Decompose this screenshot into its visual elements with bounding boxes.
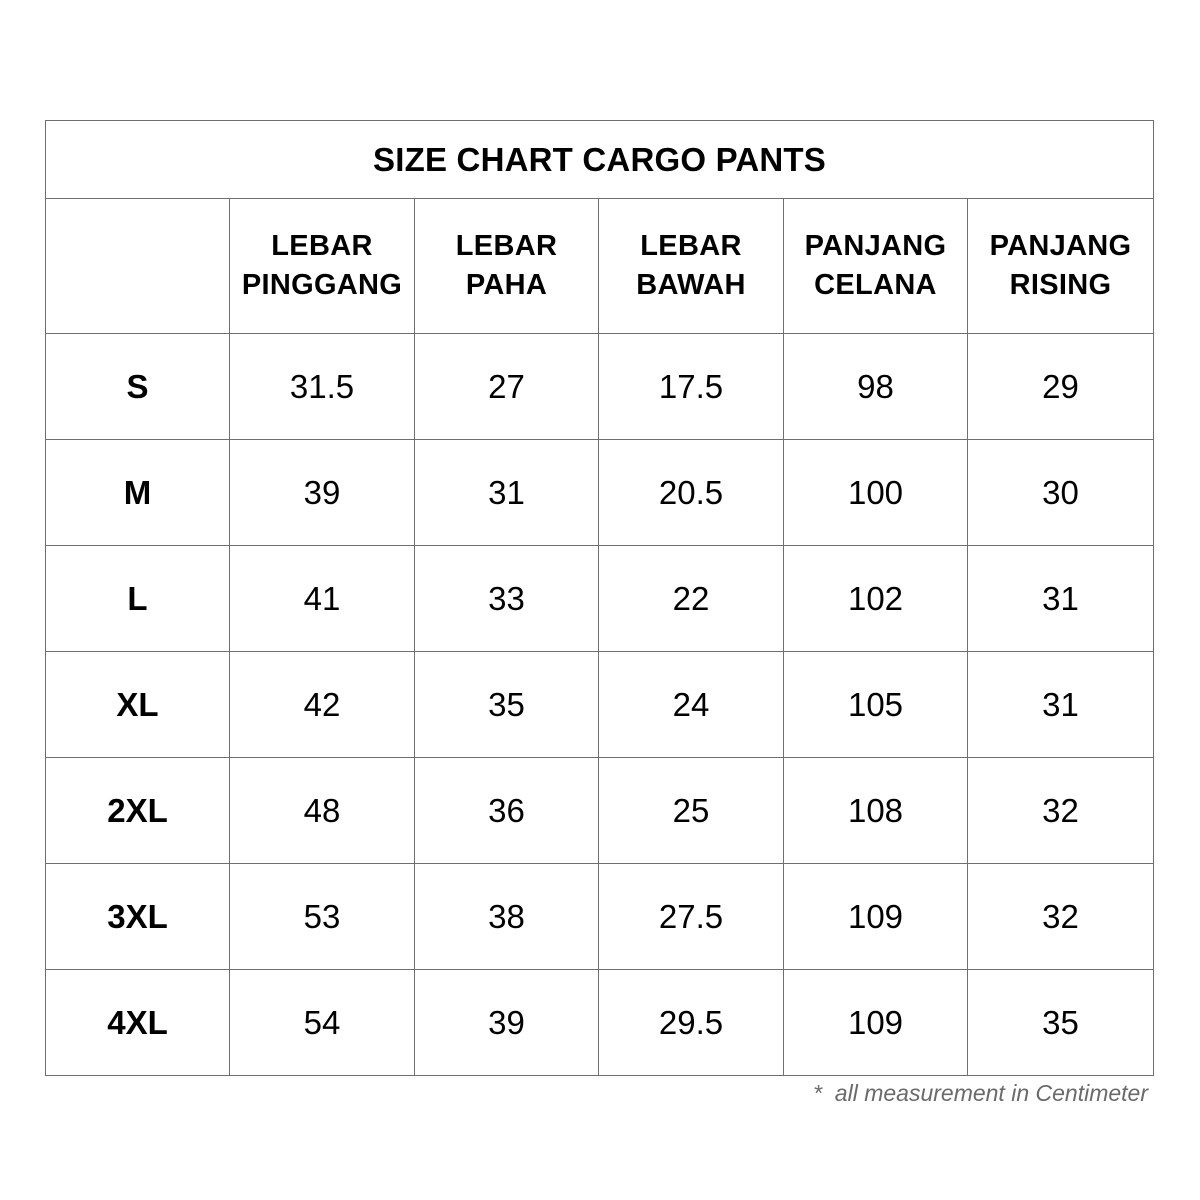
table-row [46,652,1154,758]
value-cell: 42 [230,652,415,758]
value-cell: 29 [968,334,1154,440]
value-cell: 36 [415,758,599,864]
value-cell: 20.5 [599,440,784,546]
size-cell: S [46,334,230,440]
header-line: RISING [1009,269,1112,301]
size-cell: 4XL [46,970,230,1076]
size-cell: XL [46,652,230,758]
table-row [46,970,1154,1076]
value-cell: 32 [968,864,1154,970]
chart-title: SIZE CHART CARGO PANTS [46,121,1154,199]
value-cell: 108 [784,758,968,864]
table-row [46,864,1154,970]
value-cell: 35 [415,652,599,758]
header-row [46,199,1154,334]
header-line: LEBAR [455,230,558,262]
value-cell: 33 [415,546,599,652]
value-cell: 100 [784,440,968,546]
table-row [46,334,1154,440]
header-line: LEBAR [640,230,742,262]
value-cell: 32 [968,758,1154,864]
size-cell: L [46,546,230,652]
header-panjang-celana [784,199,968,334]
value-cell: 27 [415,334,599,440]
header-lebar-bawah [599,199,784,334]
value-cell: 31 [968,652,1154,758]
value-cell: 31 [968,546,1154,652]
value-cell: 41 [230,546,415,652]
header-line: PAHA [465,269,548,301]
size-chart-table [45,120,1154,1076]
value-cell: 109 [784,970,968,1076]
value-cell: 102 [784,546,968,652]
value-cell: 54 [230,970,415,1076]
value-cell: 29.5 [599,970,784,1076]
value-cell: 98 [784,334,968,440]
value-cell: 39 [415,970,599,1076]
value-cell: 24 [599,652,784,758]
title-row [46,121,1154,199]
header-panjang-rising [968,199,1154,334]
value-cell: 31 [415,440,599,546]
measurement-note: * all measurement in Centimeter [813,1080,1148,1106]
header-lebar-paha [415,199,599,334]
value-cell: 31.5 [230,334,415,440]
header-line: LEBAR [271,230,373,262]
value-cell: 53 [230,864,415,970]
value-cell: 17.5 [599,334,784,440]
value-cell: 27.5 [599,864,784,970]
value-cell: 25 [599,758,784,864]
table-row [46,758,1154,864]
value-cell: 109 [784,864,968,970]
value-cell: 38 [415,864,599,970]
size-cell: M [46,440,230,546]
size-cell: 2XL [46,758,230,864]
header-line: CELANA [814,269,937,301]
header-corner-cell [46,199,230,334]
header-line: BAWAH [636,269,746,301]
value-cell: 48 [230,758,415,864]
value-cell: 105 [784,652,968,758]
header-line: PANJANG [804,230,947,262]
header-line: PINGGANG [241,269,403,301]
size-cell: 3XL [46,864,230,970]
header-line: PANJANG [989,230,1132,262]
header-lebar-pinggang [230,199,415,334]
table-row [46,546,1154,652]
table-row [46,440,1154,546]
value-cell: 35 [968,970,1154,1076]
value-cell: 39 [230,440,415,546]
value-cell: 30 [968,440,1154,546]
value-cell: 22 [599,546,784,652]
